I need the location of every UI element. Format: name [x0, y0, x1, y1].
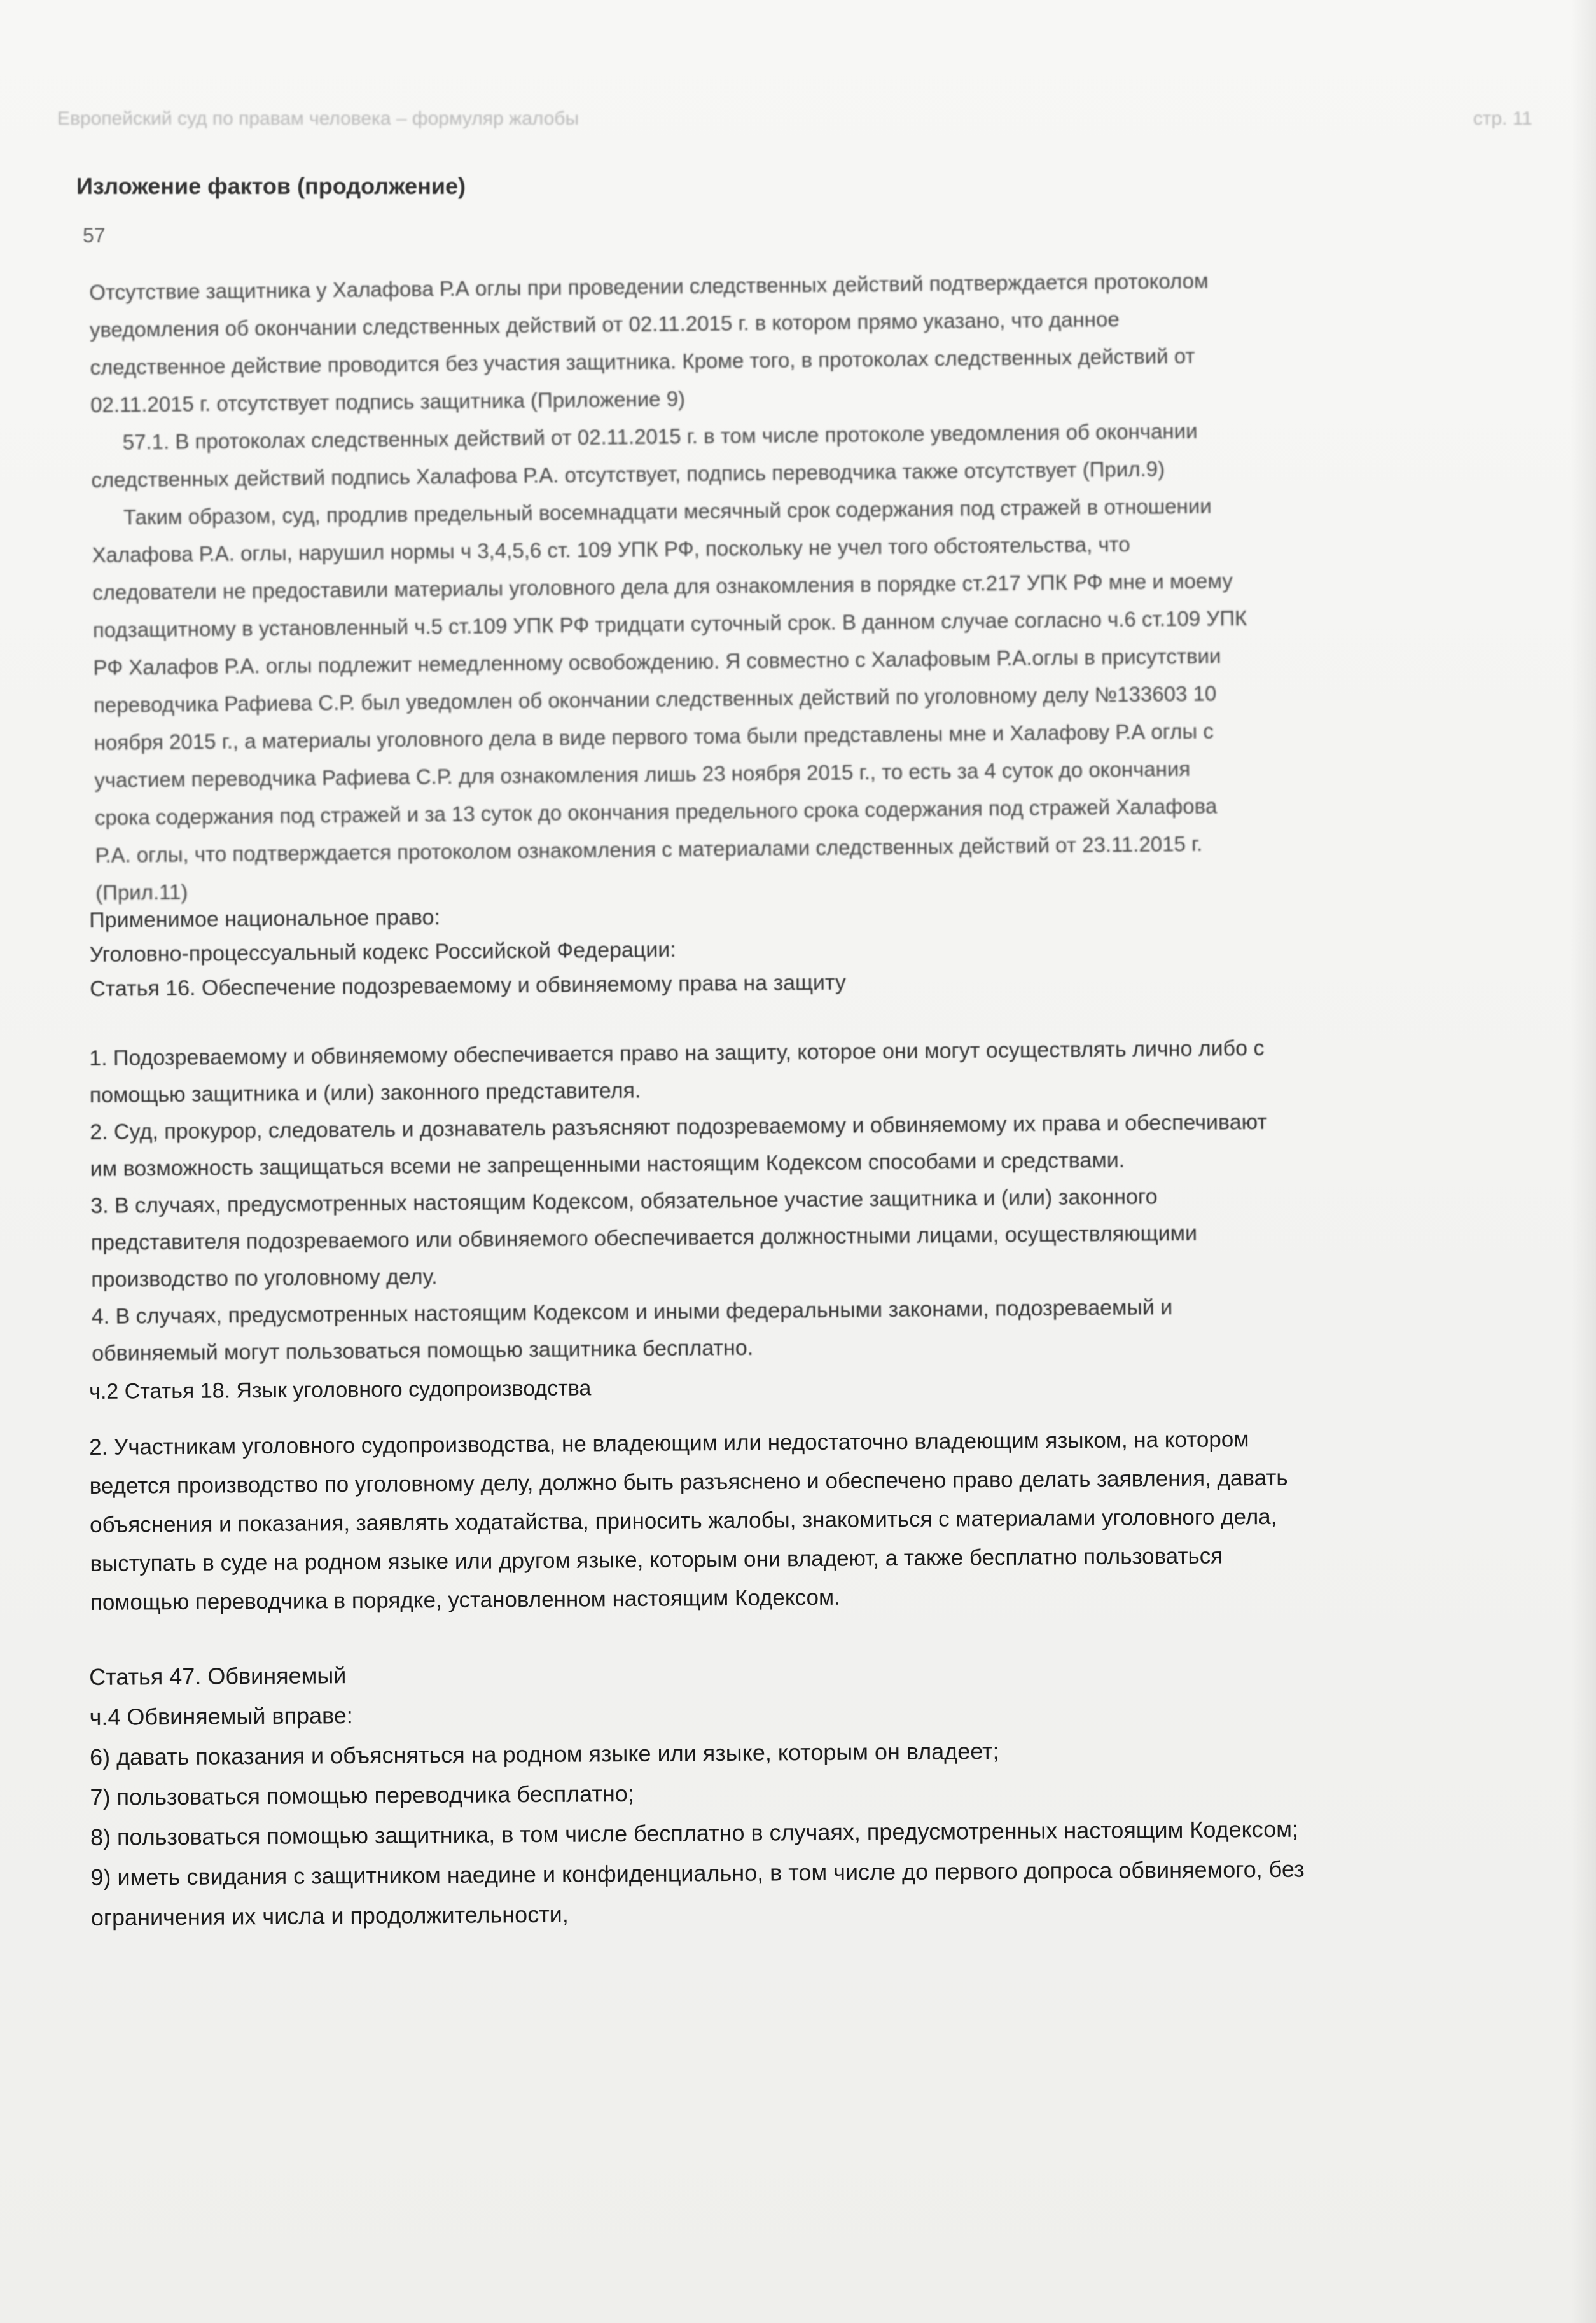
header-title: Европейский суд по правам человека – формуляр жалобы: [57, 108, 579, 129]
article-47-text: [89, 1647, 1465, 1938]
text-line: помощью переводчика в порядке, установленном настоящим Кодексом.: [90, 1584, 840, 1615]
text-line: 2. Участникам уголовного судопроизводства, не владеющим или недостаточно владеющим языком, на котором: [89, 1427, 1249, 1460]
text-line: помощью защитника и (или) законного представителя.: [89, 1078, 641, 1107]
text-line: 1. Подозреваемому и обвиняемому обеспечивается право на защиту, которое они могут осуществлять лично либо с: [89, 1036, 1265, 1071]
text-line: Таким образом, суд, продлив предельный восемнадцати месячный срок содержания под стражей в отношении: [123, 494, 1212, 529]
text-line: обвиняемый могут пользоваться помощью защитника бесплатно.: [92, 1335, 754, 1366]
text-line: 7) пользоваться помощью переводчика бесплатно;: [90, 1780, 634, 1810]
text-line: следственное действие проводится без участия защитника. Кроме того, в протоколах следственных действий от: [90, 343, 1195, 379]
text-line: представителя подозреваемого или обвиняемого обеспечивается должностными лицами, осуществляющими: [90, 1221, 1198, 1255]
article-16-text: [89, 1028, 1466, 1372]
text-line: ч.4 Обвиняемый вправе:: [89, 1702, 353, 1730]
text-line: ноября 2015 г., а материалы уголовного дела в виде первого тома были представлены мне и Халафову Р.А оглы с: [94, 719, 1214, 754]
applicable-law-heading: [89, 891, 1464, 1006]
text-line: РФ Халафов Р.А. оглы подлежит немедленному освобождению. Я совместно с Халафовым Р.А.оглы в присутствии: [93, 644, 1221, 679]
text-line: ведется производство по уголовному делу, должно быть разъяснено и обеспечено право делать заявления, давать: [89, 1465, 1288, 1499]
page-edge-shadow: [1571, 0, 1596, 2323]
text-line: Отсутствие защитника у Халафова Р.А оглы при проведении следственных действий подтверждается протоколом: [89, 268, 1209, 304]
facts-paragraph: [89, 259, 1469, 912]
text-line: 6) давать показания и объясняться на родном языке или языке, которым он владеет;: [89, 1738, 999, 1770]
text-line: 2. Суд, прокурор, следователь и дознаватель разъясняют подозреваемому и обвиняемому их права и обеспечивают: [90, 1109, 1268, 1144]
paragraph-number: 57: [83, 224, 106, 247]
text-line: (Прил.11): [95, 880, 188, 905]
text-line: Уголовно-процессуальный кодекс Российской Федерации:: [89, 937, 676, 967]
text-line: уведомления об окончании следственных действий от 02.11.2015 г. в котором прямо указано, что данное: [89, 307, 1120, 342]
text-line: срока содержания под стражей и за 13 суток до окончания предельного срока содержания под стражей Халафова: [94, 794, 1218, 829]
article-18-text: [89, 1418, 1464, 1622]
text-line: подзащитному в установленный ч.5 ст.109 УПК РФ тридцати суточный срок. В данном случае согласно ч.6 ст.109 УПК: [92, 606, 1247, 642]
text-line: Р.А. оглы, что подтверждается протоколом ознакомления с материалами следственных действий от 23.11.2015 г.: [95, 831, 1203, 867]
text-line: следственных действий подпись Халафова Р.А. отсутствует, подпись переводчика также отсутствует (Прил.9): [91, 457, 1165, 492]
article-18-heading: [89, 1364, 1463, 1410]
text-line: 4. В случаях, предусмотренных настоящим Кодексом и иными федеральными законами, подозреваемый и: [91, 1295, 1173, 1329]
text-line: 9) иметь свидания с защитником наедине и конфиденциально, в том числе до первого допроса обвиняемого, без: [90, 1855, 1305, 1890]
header-page-number: стр. 11: [1473, 108, 1532, 129]
text-line: Халафова Р.А. оглы, нарушил нормы ч 3,4,5,6 ст. 109 УПК РФ, поскольку не учел того обстоятельства, что: [92, 532, 1130, 567]
text-line: Применимое национальное право:: [89, 905, 441, 933]
text-line: Статья 16. Обеспечение подозреваемому и обвиняемому права на защиту: [90, 970, 847, 1001]
section-title: Изложение фактов (продолжение): [76, 173, 466, 199]
text-line: 3. В случаях, предусмотренных настоящим Кодексом, обязательное участие защитника и (или) законного: [90, 1184, 1158, 1218]
text-line: 57.1. В протоколах следственных действий от 02.11.2015 г. в том числе протоколе уведомления об окончании: [122, 419, 1198, 454]
text-line: ч.2 Статья 18. Язык уголовного судопроизводства: [89, 1376, 592, 1404]
page-header: [57, 108, 1532, 130]
text-line: 8) пользоваться помощью защитника, в том числе бесплатно в случаях, предусмотренных настоящим Кодексом;: [90, 1815, 1299, 1850]
text-line: ограничения их числа и продолжительности,: [90, 1901, 569, 1931]
text-line: объяснения и показания, заявлять ходатайства, приносить жалобы, знакомиться с материалами уголовного дела,: [89, 1504, 1277, 1537]
text-line: выступать в суде на родном языке или другом языке, которым они владеют, а также бесплатно пользоваться: [90, 1543, 1223, 1576]
text-line: переводчика Рафиева С.Р. был уведомлен об окончании следственных действий по уголовному делу №133603 10: [93, 681, 1217, 717]
text-line: 02.11.2015 г. отсутствует подпись защитника (Приложение 9): [90, 387, 686, 417]
text-line: им возможность защищаться всеми не запрещенными настоящим Кодексом способами и средствами.: [90, 1148, 1125, 1181]
text-line: производство по уголовному делу.: [91, 1265, 438, 1292]
text-line: Статья 47. Обвиняемый: [89, 1662, 347, 1690]
text-line: участием переводчика Рафиева С.Р. для ознакомления лишь 23 ноября 2015 г., то есть за 4 суток до окончания: [94, 756, 1191, 792]
text-line: следователи не предоставили материалы уголовного дела для ознакомления в порядке ст.217 УПК РФ мне и моему: [92, 569, 1233, 604]
